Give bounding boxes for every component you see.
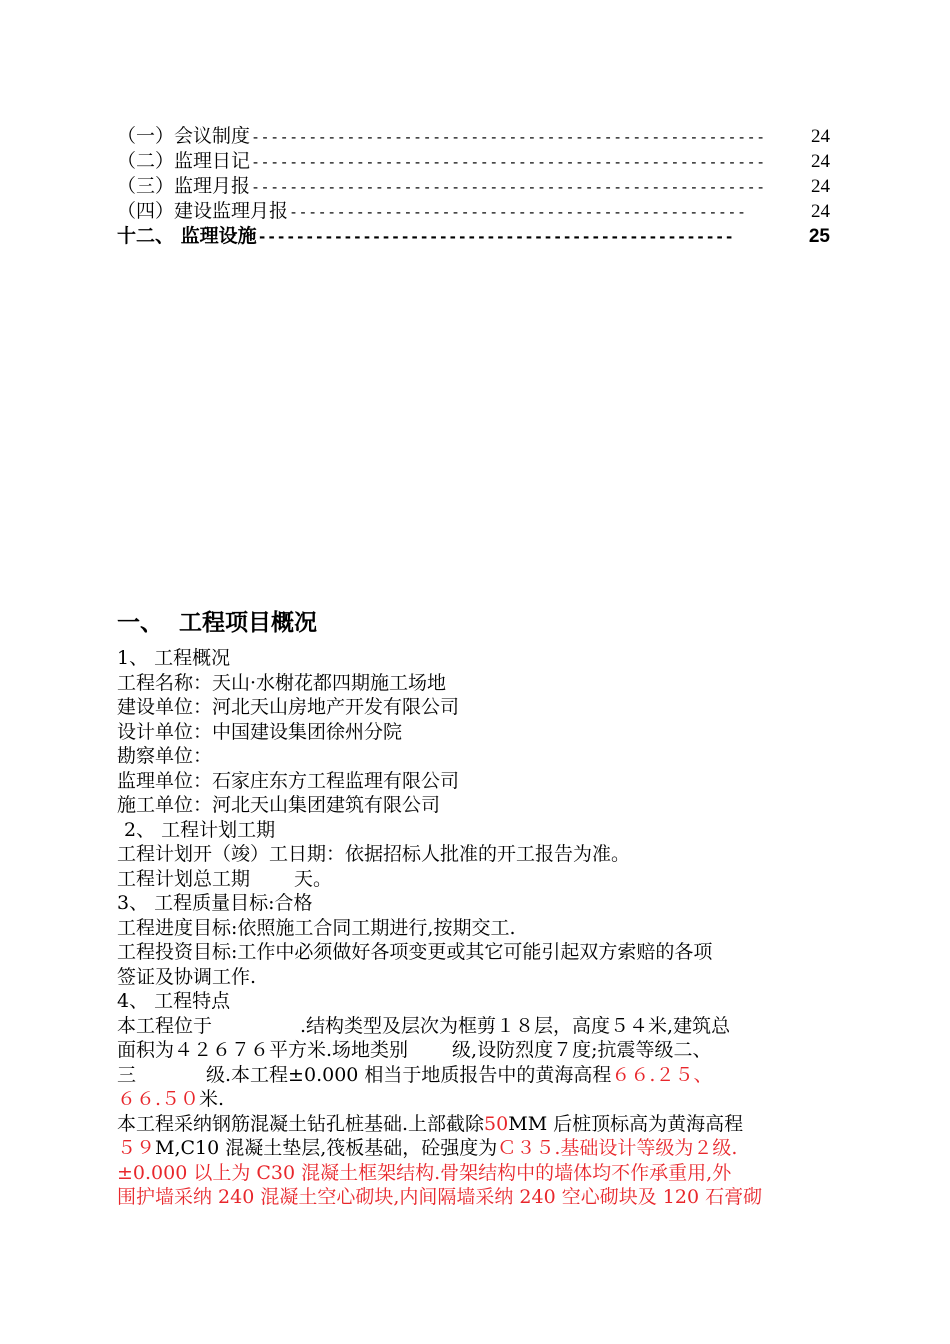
subheading-overview: 1、 工程概况 [117,647,231,669]
structure-line1: ±0.000 以上为 C30 混凝土框架结构.骨架结构中的墙体均不作承重用,外 [117,1161,732,1184]
total-duration-unit: 天。 [294,867,333,890]
total-duration [117,867,842,892]
features-text: 本工程位于 [117,1014,213,1037]
project-name: 工程名称：天山·水榭花都四期施工场地 [117,671,447,694]
client-unit: 建设单位：河北天山房地产开发有限公司 [117,696,460,718]
start-end-date: 工程计划开（竣）工日期：依据招标人批准的开工报告为准。 [117,843,631,865]
elevation-value: ６６.５０ [117,1088,200,1110]
subheading-features: 4、 工程特点 [117,990,231,1012]
survey-unit: 勘察单位： [117,745,213,767]
foundation-text: 本工程采纳钢筋混凝土钻孔桩基础.上部截除 [117,1112,485,1135]
pile-top-elevation: ５９ [117,1137,156,1159]
foundation-text: M,C10 混凝土垫层,筏板基础，砼强度为 [155,1137,498,1159]
toc-item-title: （四）建设监理月报 [117,200,289,222]
features-text: 米. [199,1088,225,1110]
toc-item[interactable] [117,149,830,174]
investment-goal-line2: 签证及协调工作. [117,965,257,988]
structure-line2: 围护墙采纳 240 混凝土空心砌块,内间隔墙采纳 240 空心砌块及 120 石膏砌 [117,1186,763,1208]
section-heading-text: 工程项目概况 [179,609,317,636]
toc-item-leader: ------------------------------------------------------ [251,128,766,146]
toc-item-title: 十二、 监理设施 [117,225,257,247]
toc-item-leader: ------------------------------------------------------ [251,153,766,171]
design-unit: 设计单位：中国建设集团徐州分院 [117,720,403,743]
elevation-value: ６６.２５、 [611,1063,713,1086]
construction-unit: 施工单位：河北天山集团建筑有限公司 [117,794,441,816]
foundation-text: MM 后桩顶标高为黄海高程 [508,1112,744,1135]
features-text: 三 [117,1063,137,1086]
toc-item[interactable] [117,199,830,224]
subheading-quality: 3、 工程质量目标:合格 [117,892,313,914]
toc-item-title: （三）监理月报 [117,175,251,197]
features-text: 级,设防烈度７度;抗震等级二、 [452,1039,712,1061]
toc-item-page: 25 [808,226,830,247]
features-line2 [117,1038,842,1063]
features-line4 [117,1087,842,1112]
table-of-contents [117,124,830,249]
features-line1 [117,1014,842,1039]
cut-length-value: 50 [484,1112,509,1135]
toc-item-page: 24 [811,176,830,197]
features-line3 [117,1063,842,1088]
toc-item-chapter[interactable] [117,224,830,249]
features-text: 级.本工程±0.000 相当于地质报告中的黄海高程 [206,1063,612,1086]
investment-goal-line1: 工程投资目标:工作中必须做好各项变更或其它可能引起双方索赔的各项 [117,941,713,963]
foundation-line1 [117,1112,842,1137]
section-heading-number: 一、 [117,609,163,636]
toc-item-leader: -------------------------------------------------- [257,228,735,246]
toc-item-page: 24 [811,151,830,172]
features-text: .结构类型及层次为框剪１８层，高度５４米,建筑总 [300,1014,731,1037]
toc-item-leader: ------------------------------------------------ [289,203,747,221]
project-overview-section [117,606,842,1210]
toc-item-page: 24 [811,201,830,222]
total-duration-label: 工程计划总工期 [117,867,251,890]
toc-item-leader: ------------------------------------------------------ [251,178,766,196]
subheading-schedule: 2、 工程计划工期 [124,818,276,841]
foundation-line2 [117,1136,842,1161]
concrete-grade-text: Ｃ３５.基础设计等级为２级. [497,1137,738,1159]
section-heading [117,606,842,646]
toc-item-title: （一）会议制度 [117,125,251,147]
toc-item-title: （二）监理日记 [117,150,251,172]
toc-item-page: 24 [811,126,830,147]
progress-goal: 工程进度目标:依照施工合同工期进行,按期交工. [117,916,516,939]
supervision-unit: 监理单位：石家庄东方工程监理有限公司 [117,769,460,792]
toc-item[interactable] [117,174,830,199]
features-text: 面积为４２６７６平方米.场地类别 [117,1039,409,1061]
toc-item[interactable] [117,124,830,149]
